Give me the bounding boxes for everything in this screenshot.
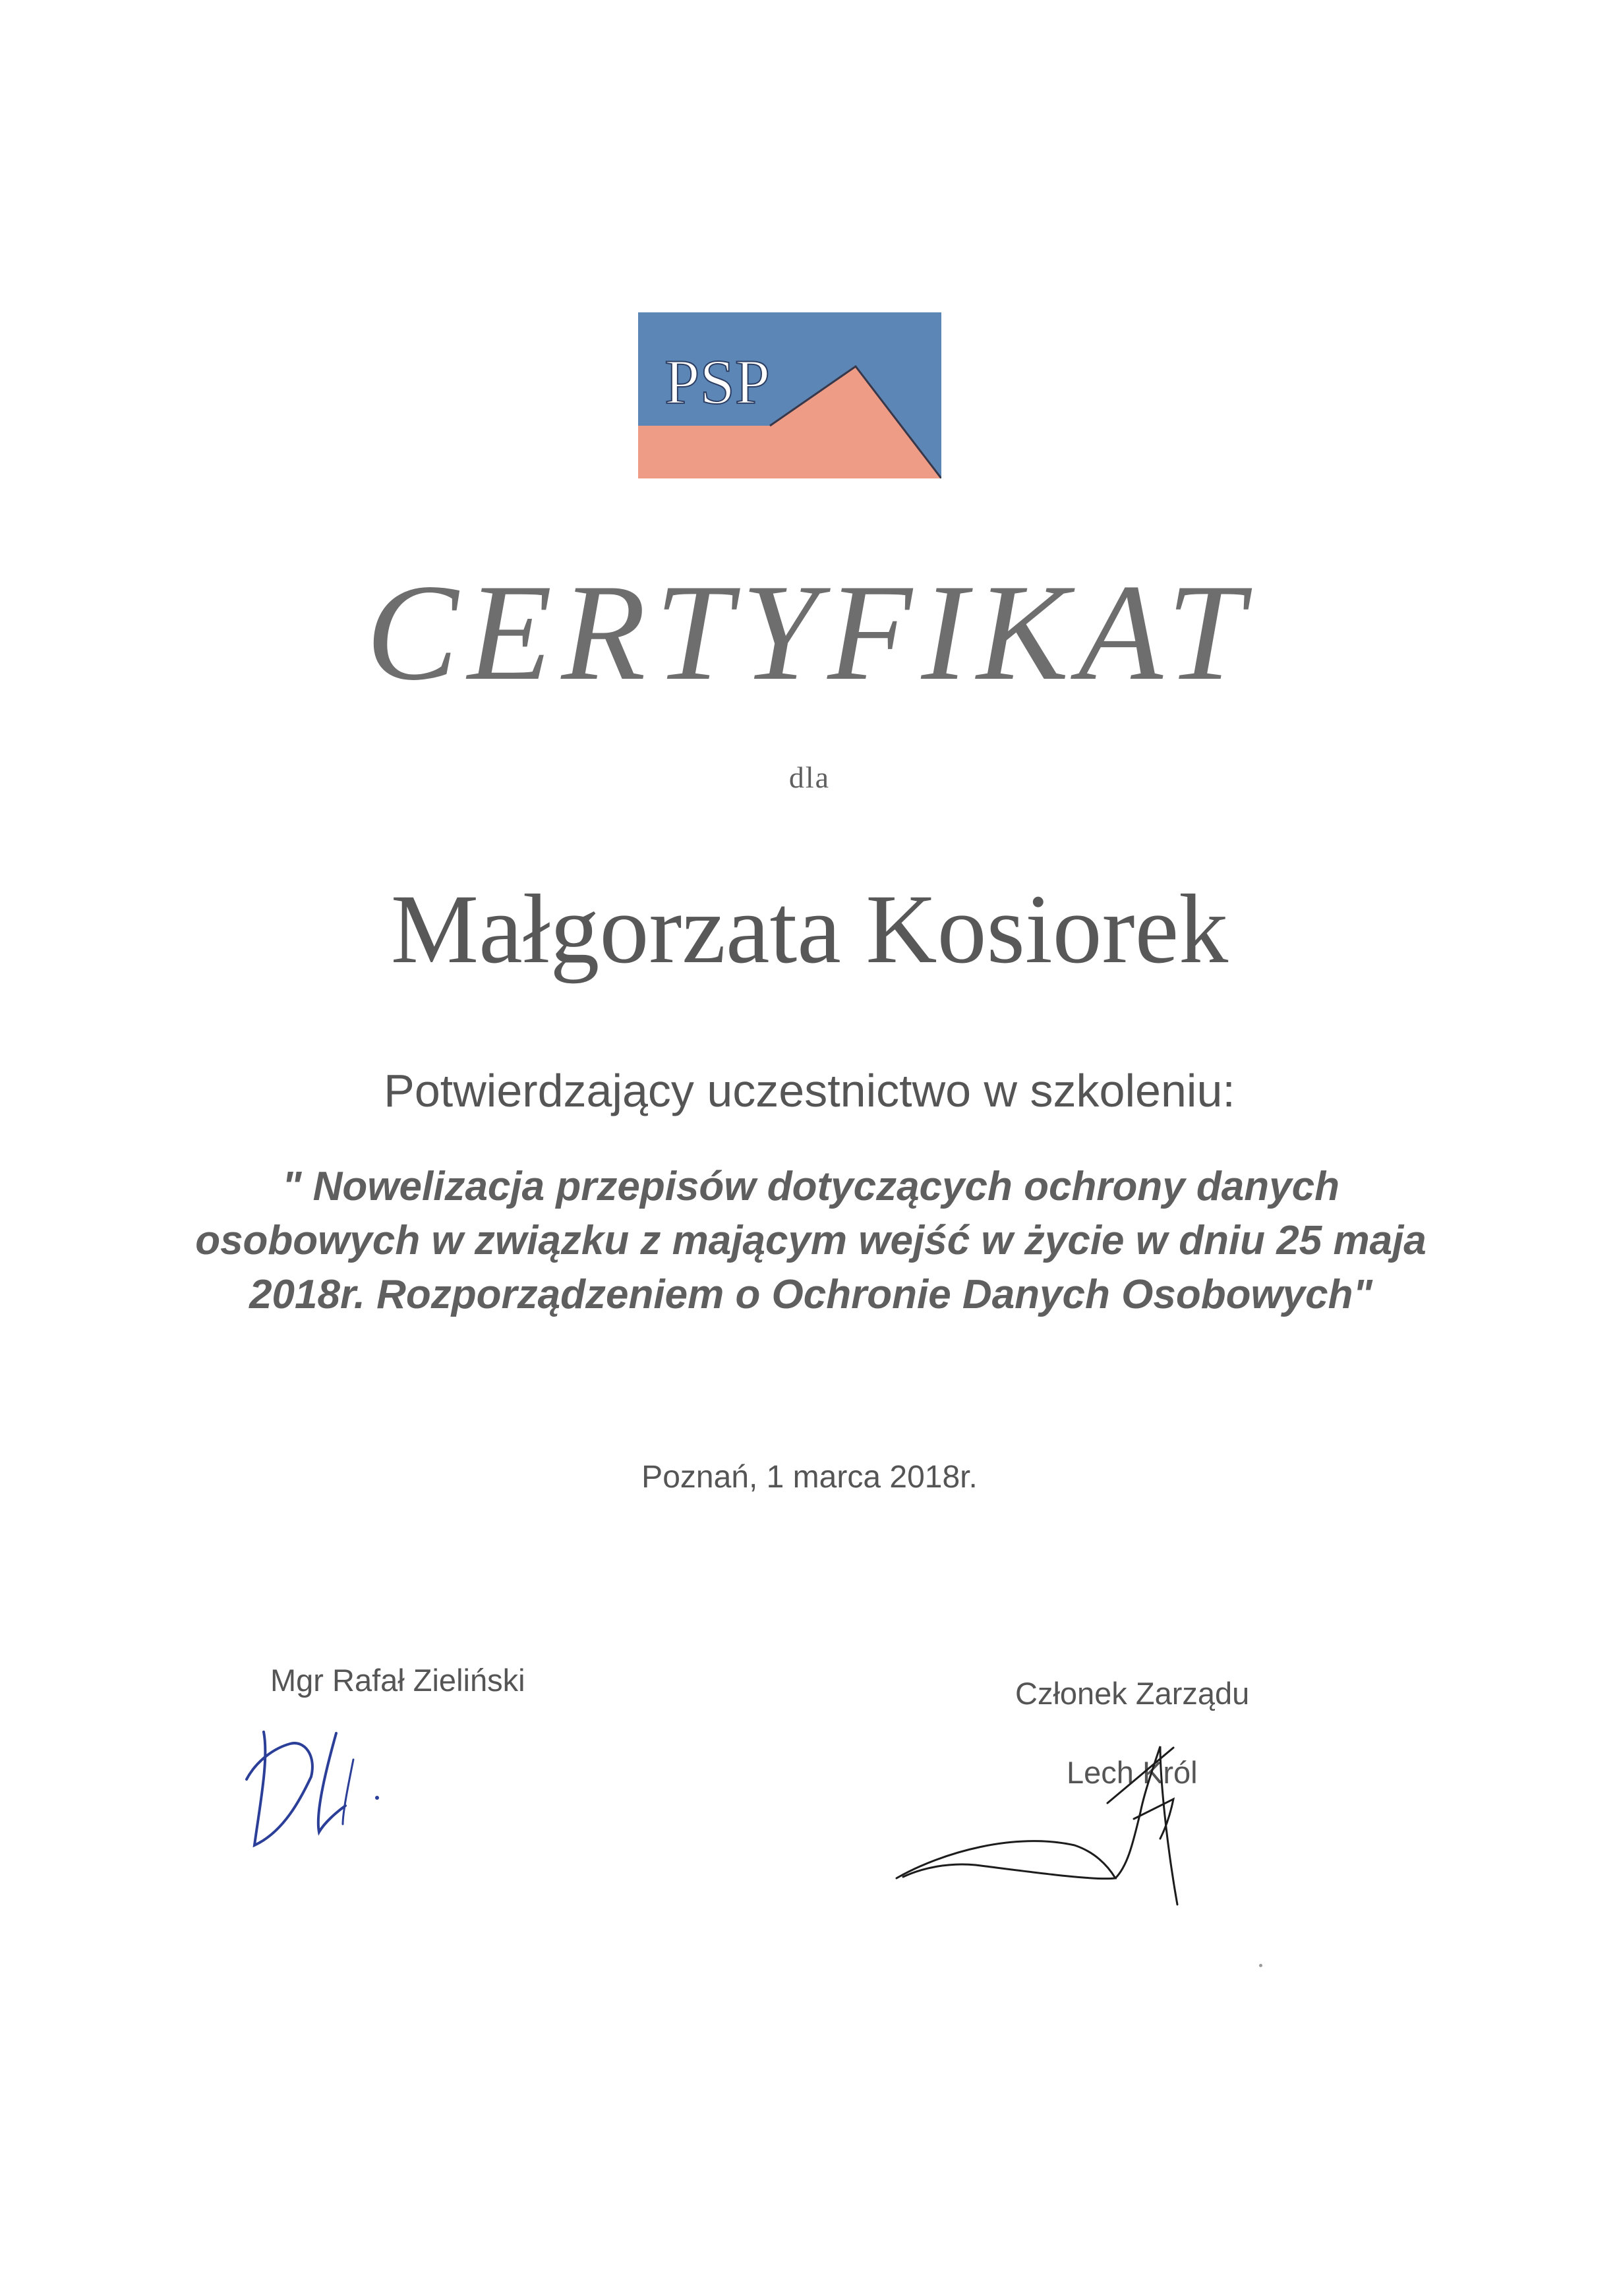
- right-signatory-role: Członek Zarządu: [1015, 1676, 1250, 1711]
- training-title-line: osobowych w związku z mającym wejść w życie w dniu 25 maja: [195, 1218, 1427, 1263]
- place-and-date: Poznań, 1 marca 2018r.: [641, 1460, 978, 1495]
- confirmation-text: Potwierdzający uczestnictwo w szkoleniu:: [384, 1065, 1235, 1116]
- left-signatory-name: Mgr Rafał Zieliński: [270, 1663, 525, 1698]
- training-title-line: 2018r. Rozporządzeniem o Ochronie Danych Osobowych": [249, 1272, 1372, 1317]
- right-handwritten-signature: [883, 1740, 1213, 1911]
- right-signatory-name: Lech Król: [1067, 1755, 1198, 1790]
- paper-speck: [1259, 1964, 1262, 1967]
- training-title: [119, 1160, 1503, 1322]
- for-label: dla: [788, 761, 831, 794]
- certificate-title: CERTYFIKAT: [366, 556, 1253, 709]
- logo-text: PSP: [664, 347, 771, 417]
- training-title-line: " Nowelizacja przepisów dotyczących ochrony danych: [282, 1164, 1339, 1209]
- psp-logo: [638, 312, 941, 478]
- recipient-name: Małgorzata Kosiorek: [390, 875, 1229, 984]
- left-handwritten-signature: [237, 1713, 396, 1865]
